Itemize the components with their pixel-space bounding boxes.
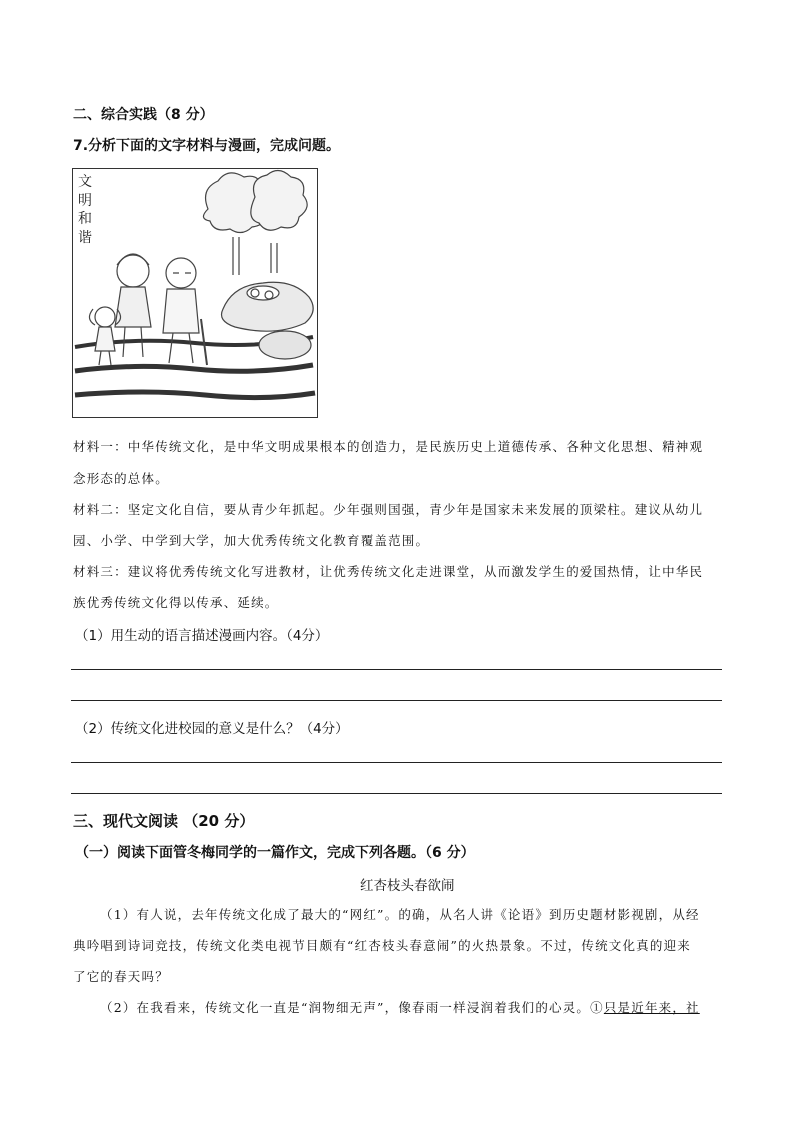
answer-line [71, 762, 722, 763]
answer-line [71, 700, 722, 701]
essay-p1-line-1: （1）有人说，去年传统文化成了最大的“网红”。的确，从名人讲《论语》到历史题材影视剧，从经 [100, 907, 700, 922]
essay-title: 红杏枝头春欲闹 [360, 878, 455, 894]
material-1-line-2: 念形态的总体。 [73, 471, 169, 486]
material-2-line-1: 材料二：坚定文化自信，要从青少年抓起。少年强则国强，青少年是国家未来发展的顶梁柱。建议从幼儿 [73, 502, 704, 517]
comic-caption [77, 173, 93, 247]
section-heading-3: 三、现代文阅读 （20 分） [73, 812, 255, 830]
comic-drawing [73, 169, 317, 417]
essay-p2-line-1 [100, 998, 700, 1016]
section-heading-2: 二、综合实践（8 分） [73, 107, 214, 123]
comic-caption-char: 文 [78, 174, 92, 190]
material-1-line-1: 材料一：中华传统文化，是中华文明成果根本的创造力，是民族历史上道德传承、各种文化思想、精神观 [73, 439, 704, 454]
essay-p2-text: （2）在我看来，传统文化一直是“润物细无声”，像春雨一样浸润着我们的心灵。① [100, 1000, 604, 1015]
answer-line [71, 793, 722, 794]
essay-p2-underlined: 只是近年来，社 [603, 1000, 700, 1015]
question-7-title: 7.分析下面的文字材料与漫画，完成问题。 [73, 138, 341, 154]
essay-p1-line-2: 典吟唱到诗词竞技，传统文化类电视节目颇有“红杏枝头春意闹”的火热景象。不过，传统文化真的迎来 [73, 938, 691, 953]
comic-caption-char: 谐 [78, 229, 92, 246]
comic-illustration [72, 168, 318, 418]
subsection-1-title: （一）阅读下面管冬梅同学的一篇作文，完成下列各题。（6 分） [75, 845, 475, 861]
essay-p1-line-3: 了它的春天吗？ [73, 969, 169, 984]
comic-caption-char: 和 [78, 211, 92, 227]
answer-line [71, 669, 722, 670]
comic-caption-char: 明 [78, 192, 92, 209]
material-3-line-1: 材料三：建议将优秀传统文化写进教材，让优秀传统文化走进课堂，从而激发学生的爱国热情，让中华民 [73, 564, 704, 579]
material-3-line-2: 族优秀传统文化得以传承、延续。 [73, 595, 279, 610]
material-2-line-2: 园、小学、中学到大学，加大优秀传统文化教育覆盖范围。 [73, 533, 430, 548]
question-1: （1）用生动的语言描述漫画内容。（4分） [75, 628, 329, 644]
question-2: （2）传统文化进校园的意义是什么？（4分） [75, 721, 349, 737]
